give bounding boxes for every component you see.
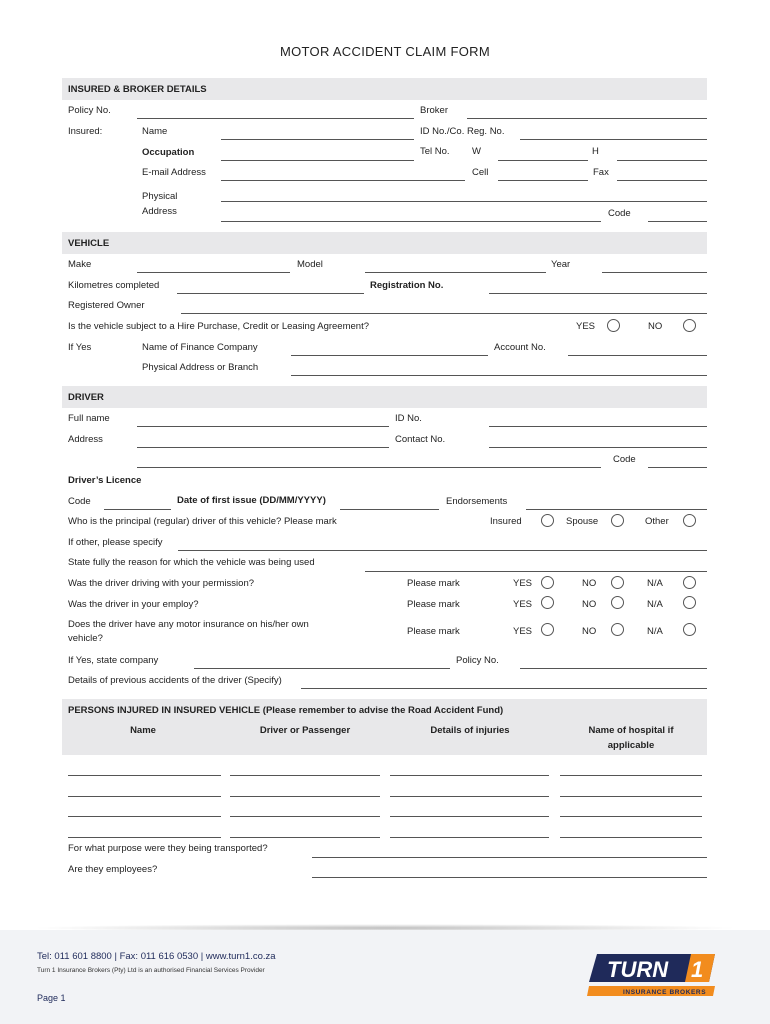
insured-label: Insured: <box>68 126 103 137</box>
injured-injuries-field-1[interactable] <box>390 775 549 776</box>
code-field[interactable] <box>648 221 707 222</box>
driver-policy-no-label: Policy No. <box>456 655 499 666</box>
code-label: Code <box>608 208 631 219</box>
permission-na-radio[interactable] <box>683 576 696 589</box>
insurer-company-field[interactable] <box>194 668 450 669</box>
policy-no-field[interactable] <box>137 118 414 119</box>
logo-subtitle: INSURANCE BROKERS <box>623 989 707 996</box>
if-yes-label: If Yes <box>68 342 92 353</box>
section-insured-broker <box>62 78 707 100</box>
col-role-header: Driver or Passenger <box>259 725 351 736</box>
contact-no-field[interactable] <box>489 447 707 448</box>
hire-no-radio[interactable] <box>683 319 696 332</box>
section-vehicle <box>62 232 707 254</box>
section-heading: VEHICLE <box>68 238 110 249</box>
hire-yes-label: YES <box>576 321 596 332</box>
id-no-label: ID No./Co. Reg. No. <box>420 126 505 137</box>
principal-other-label: Other <box>645 516 669 527</box>
name-field[interactable] <box>221 139 414 140</box>
full-name-field[interactable] <box>137 426 389 427</box>
driver-code-field[interactable] <box>648 467 707 468</box>
first-issue-field[interactable] <box>340 509 439 510</box>
usage-reason-label: State fully the reason for which the vehicle was being used <box>68 557 315 568</box>
logo-number: 1 <box>691 957 704 982</box>
account-no-label: Account No. <box>494 342 546 353</box>
principal-insured-radio[interactable] <box>541 514 554 527</box>
permission-please-mark: Please mark <box>407 578 460 589</box>
injured-role-field-3[interactable] <box>230 816 380 817</box>
physical-branch-label: Physical Address or Branch <box>142 362 259 373</box>
endorsements-label: Endorsements <box>446 496 508 507</box>
injured-name-field-2[interactable] <box>68 796 221 797</box>
model-field[interactable] <box>365 272 546 273</box>
employ-no-radio[interactable] <box>611 596 624 609</box>
col-name-header: Name <box>130 725 156 736</box>
injured-name-field-3[interactable] <box>68 816 221 817</box>
hire-no-label: NO <box>648 321 663 332</box>
driver-id-label: ID No. <box>395 413 422 424</box>
occupation-label: Occupation <box>142 147 195 158</box>
tel-w-label: W <box>472 146 481 157</box>
logo-text: TURN <box>607 957 669 982</box>
principal-spouse-label: Spouse <box>566 516 599 527</box>
injured-role-field-2[interactable] <box>230 796 380 797</box>
model-label: Model <box>297 259 323 270</box>
employ-na-radio[interactable] <box>683 596 696 609</box>
principal-driver-question: Who is the principal (regular) driver of this vehicle? Please mark <box>68 516 337 527</box>
email-field[interactable] <box>221 180 465 181</box>
cell-label: Cell <box>472 167 489 178</box>
drivers-licence-heading: Driver’s Licence <box>68 475 142 486</box>
driver-address-field-1[interactable] <box>137 447 389 448</box>
id-no-field[interactable] <box>520 139 707 140</box>
previous-accidents-field[interactable] <box>301 688 707 689</box>
occupation-field[interactable] <box>221 160 414 161</box>
employ-question: Was the driver in your employ? <box>68 599 199 610</box>
policy-no-label: Policy No. <box>68 105 111 116</box>
if-other-field[interactable] <box>178 550 707 551</box>
section-heading: DRIVER <box>68 392 104 403</box>
purpose-label: For what purpose were they being transported? <box>68 843 268 854</box>
previous-accidents-label: Details of previous accidents of the driver (Specify) <box>68 675 282 686</box>
tel-no-label: Tel No. <box>420 146 450 157</box>
injured-hospital-field-4[interactable] <box>560 837 702 838</box>
driver-address-label: Address <box>68 434 103 445</box>
injured-injuries-field-4[interactable] <box>390 837 549 838</box>
injured-hospital-field-3[interactable] <box>560 816 702 817</box>
insurance-yes-label: YES <box>513 626 533 637</box>
email-label: E-mail Address <box>142 167 206 178</box>
if-other-label: If other, please specify <box>68 537 163 548</box>
permission-no-radio[interactable] <box>611 576 624 589</box>
driver-policy-no-field[interactable] <box>520 668 707 669</box>
finance-company-label: Name of Finance Company <box>142 342 258 353</box>
insurance-na-label: N/A <box>647 626 663 637</box>
employ-yes-radio[interactable] <box>541 596 554 609</box>
physical-address-field-1[interactable] <box>221 201 707 202</box>
cell-field[interactable] <box>498 180 588 181</box>
hire-purchase-question: Is the vehicle subject to a Hire Purchase, Credit or Leasing Agreement? <box>68 321 369 332</box>
broker-field[interactable] <box>467 118 707 119</box>
insurer-company-label: If Yes, state company <box>68 655 159 666</box>
usage-reason-field[interactable] <box>365 571 707 572</box>
turn1-logo <box>587 952 717 998</box>
purpose-field[interactable] <box>312 857 707 858</box>
year-label: Year <box>551 259 571 270</box>
driver-code-label: Code <box>613 454 636 465</box>
injured-hospital-field-1[interactable] <box>560 775 702 776</box>
injured-hospital-field-2[interactable] <box>560 796 702 797</box>
licence-code-label: Code <box>68 496 91 507</box>
driver-address-field-2[interactable] <box>137 467 601 468</box>
principal-insured-label: Insured <box>490 516 522 527</box>
section-heading: PERSONS INJURED IN INSURED VEHICLE (Please remember to advise the Road Accident Fund) <box>68 705 504 716</box>
name-label: Name <box>142 126 168 137</box>
permission-na-label: N/A <box>647 578 663 589</box>
section-driver <box>62 386 707 408</box>
employees-label: Are they employees? <box>68 864 158 875</box>
reg-owner-field[interactable] <box>181 313 707 314</box>
col-hospital-header-2: applicable <box>607 740 655 751</box>
reg-no-label: Registration No. <box>370 280 444 291</box>
tel-h-label: H <box>592 146 599 157</box>
col-injuries-header: Details of injuries <box>430 725 510 736</box>
permission-yes-radio[interactable] <box>541 576 554 589</box>
insurance-no-radio[interactable] <box>611 623 624 636</box>
year-field[interactable] <box>602 272 707 273</box>
injured-role-field-1[interactable] <box>230 775 380 776</box>
km-label: Kilometres completed <box>68 280 160 291</box>
injured-injuries-field-3[interactable] <box>390 816 549 817</box>
account-no-field[interactable] <box>568 355 707 356</box>
section-heading: INSURED & BROKER DETAILS <box>68 84 207 95</box>
employ-na-label: N/A <box>647 599 663 610</box>
reg-owner-label: Registered Owner <box>68 300 145 311</box>
tel-w-field[interactable] <box>498 160 588 161</box>
insurance-na-radio[interactable] <box>683 623 696 636</box>
tel-h-field[interactable] <box>617 160 707 161</box>
insurance-yes-radio[interactable] <box>541 623 554 636</box>
endorsements-field[interactable] <box>526 509 707 510</box>
principal-other-radio[interactable] <box>683 514 696 527</box>
page-number: Page 1 <box>37 993 66 1003</box>
injured-injuries-field-2[interactable] <box>390 796 549 797</box>
physical-label: Physical <box>142 191 178 202</box>
col-hospital-header-1: Name of hospital if <box>588 725 674 736</box>
footer-contact: Tel: 011 601 8800 | Fax: 011 616 0530 | www.turn1.co.za <box>37 951 276 962</box>
make-label: Make <box>68 259 92 270</box>
employees-field[interactable] <box>312 877 707 878</box>
injured-name-field-4[interactable] <box>68 837 221 838</box>
hire-yes-radio[interactable] <box>607 319 620 332</box>
insurance-question-line2: vehicle? <box>68 633 103 644</box>
insurance-question-line1: Does the driver have any motor insurance on his/her own <box>68 619 309 630</box>
broker-label: Broker <box>420 105 448 116</box>
physical-address-field-2[interactable] <box>221 221 601 222</box>
fax-field[interactable] <box>617 180 707 181</box>
contact-no-label: Contact No. <box>395 434 446 445</box>
licence-code-field[interactable] <box>104 509 171 510</box>
address-label: Address <box>142 206 177 217</box>
employ-please-mark: Please mark <box>407 599 460 610</box>
km-field[interactable] <box>177 293 364 294</box>
first-issue-label: Date of first issue (DD/MM/YYYY) <box>177 495 326 506</box>
permission-yes-label: YES <box>513 578 533 589</box>
permission-no-label: NO <box>582 578 597 589</box>
driver-id-field[interactable] <box>489 426 707 427</box>
physical-branch-field[interactable] <box>291 375 707 376</box>
employ-no-label: NO <box>582 599 597 610</box>
form-title: MOTOR ACCIDENT CLAIM FORM <box>280 44 490 59</box>
injured-role-field-4[interactable] <box>230 837 380 838</box>
full-name-label: Full name <box>68 413 110 424</box>
fax-label: Fax <box>593 167 609 178</box>
injured-name-field-1[interactable] <box>68 775 221 776</box>
footer-disclaimer: Turn 1 Insurance Brokers (Pty) Ltd is an authorised Financial Services Provider <box>37 967 265 974</box>
principal-spouse-radio[interactable] <box>611 514 624 527</box>
reg-no-field[interactable] <box>489 293 707 294</box>
insurance-please-mark: Please mark <box>407 626 460 637</box>
finance-company-field[interactable] <box>291 355 488 356</box>
permission-question: Was the driver driving with your permission? <box>68 578 255 589</box>
insurance-no-label: NO <box>582 626 597 637</box>
make-field[interactable] <box>137 272 290 273</box>
employ-yes-label: YES <box>513 599 533 610</box>
